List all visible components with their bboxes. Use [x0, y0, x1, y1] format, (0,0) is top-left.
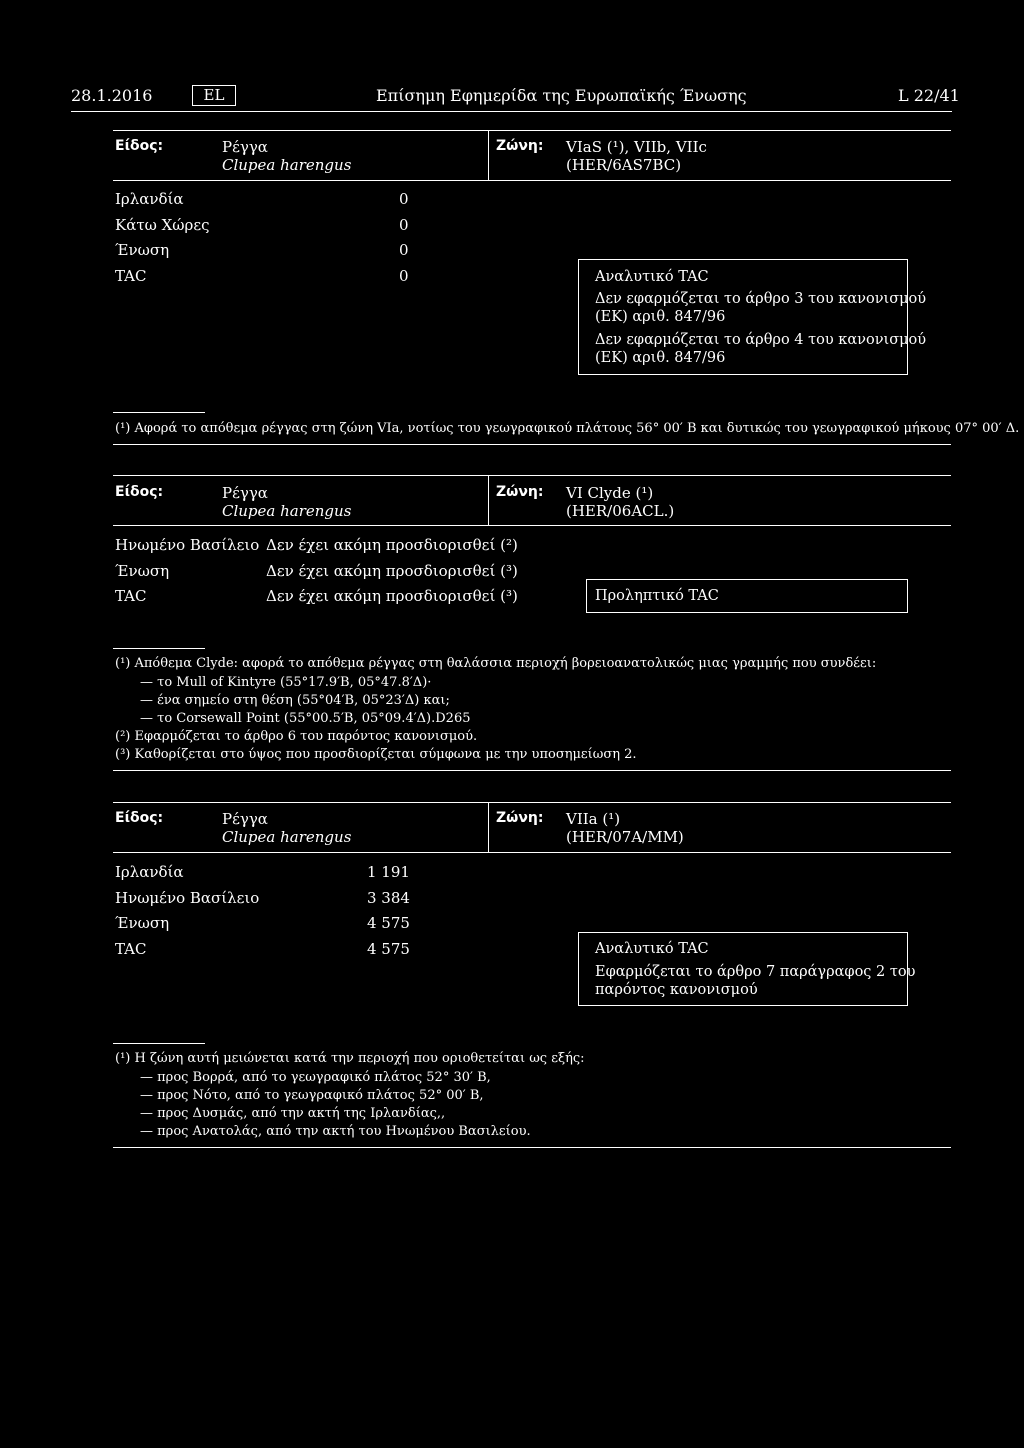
s3-species-latin: Clupea harengus [222, 828, 352, 846]
s2-bottom-rule [113, 770, 951, 771]
s3-row-label: Ιρλανδία [115, 863, 184, 881]
s2-row-label: TAC [115, 587, 147, 605]
s3-species-label: Είδος: [115, 810, 164, 826]
s3-row-value: 4 575 [367, 914, 410, 932]
s3-zone-label: Ζώνη: [496, 810, 544, 826]
s3-box-line: Αναλυτικό TAC [595, 941, 709, 957]
s1-divider [488, 130, 489, 180]
s2-row-value: Δεν έχει ακόμη προσδιορισθεί (³) [266, 587, 518, 605]
s2-divider [488, 475, 489, 525]
s2-box-text: Προληπτικό TAC [595, 588, 719, 604]
s1-zone-label: Ζώνη: [496, 138, 544, 154]
s2-row-value: Δεν έχει ακόμη προσδιορισθεί (³) [266, 562, 518, 580]
s2-species-latin: Clupea harengus [222, 502, 352, 520]
s2-species: Ρέγγα [222, 484, 268, 502]
s3-footnote-item: — προς Δυσμάς, από την ακτή της Ιρλανδίας,, [140, 1106, 446, 1121]
s2-zone-code: (HER/06ACL.) [566, 502, 675, 520]
s3-footnote-item: — προς Ανατολάς, από την ακτή του Ηνωμένου Βασιλείου. [140, 1124, 531, 1139]
s1-row-label: TAC [115, 267, 147, 285]
s1-row-value: 0 [399, 267, 409, 285]
s1-box-line: (ΕΚ) αριθ. 847/96 [595, 309, 726, 325]
s1-row-value: 0 [399, 241, 409, 259]
s2-row-label: Ένωση [115, 562, 170, 580]
header-rule [71, 111, 952, 112]
s1-box-line: Δεν εφαρμόζεται το άρθρο 3 του κανονισμού [595, 291, 927, 307]
s3-row-label: Ηνωμένο Βασίλειο [115, 889, 260, 907]
s1-footnote-rule [113, 412, 205, 413]
s2-zone-label: Ζώνη: [496, 484, 544, 500]
s1-species: Ρέγγα [222, 138, 268, 156]
s2-footnote: (¹) Απόθεμα Clyde: αφορά το απόθεμα ρέγγας στη θαλάσσια περιοχή βορειοανατολικώς μιας γραμμής που συνδέει: [115, 656, 877, 671]
s1-header-rule [113, 180, 951, 181]
s2-row-value: Δεν έχει ακόμη προσδιορισθεί (²) [266, 536, 518, 554]
s3-divider [488, 802, 489, 852]
s3-zone: VIIa (¹) [566, 810, 621, 828]
s1-box-line: (ΕΚ) αριθ. 847/96 [595, 350, 726, 366]
s3-top-rule [113, 802, 951, 803]
s1-top-rule [113, 130, 951, 131]
issue-date: 28.1.2016 [71, 86, 153, 105]
s2-zone: VI Clyde (¹) [566, 484, 654, 502]
s3-zone-code: (HER/07A/MM) [566, 828, 684, 846]
s2-footnote: (²) Εφαρμόζεται το άρθρο 6 του παρόντος κανονισμού. [115, 729, 478, 744]
s1-species-latin: Clupea harengus [222, 156, 352, 174]
s2-top-rule [113, 475, 951, 476]
s3-footnote: (¹) Η ζώνη αυτή μειώνεται κατά την περιοχή που οριοθετείται ως εξής: [115, 1051, 585, 1066]
s3-footnote-item: — προς Νότο, από το γεωγραφικό πλάτος 52° 00′ Β, [140, 1088, 484, 1103]
s3-header-rule [113, 852, 951, 853]
s3-footnote-item: — προς Βορρά, από το γεωγραφικό πλάτος 52° 30′ Β, [140, 1070, 491, 1085]
journal-title: Επίσημη Εφημερίδα της Ευρωπαϊκής Ένωσης [376, 86, 747, 105]
s3-species: Ρέγγα [222, 810, 268, 828]
s3-footnote-rule [113, 1043, 205, 1044]
s1-box-line: Δεν εφαρμόζεται το άρθρο 4 του κανονισμού [595, 332, 927, 348]
s3-row-label: TAC [115, 940, 147, 958]
s3-row-value: 1 191 [367, 863, 410, 881]
s3-box-line: Εφαρμόζεται το άρθρο 7 παράγραφος 2 του [595, 964, 916, 980]
s1-zone-code: (HER/6AS7BC) [566, 156, 682, 174]
s2-footnote-item: — το Mull of Kintyre (55°17.9′Β, 05°47.8′Δ)· [140, 675, 432, 690]
s1-row-label: Ένωση [115, 241, 170, 259]
s3-bottom-rule [113, 1147, 951, 1148]
s1-row-value: 0 [399, 216, 409, 234]
s3-row-label: Ένωση [115, 914, 170, 932]
s3-box-line: παρόντος κανονισμού [595, 982, 758, 998]
s2-footnote-item: — ένα σημείο στη θέση (55°04′Β, 05°23′Δ) και; [140, 693, 450, 708]
s2-footnote-item: — το Corsewall Point (55°00.5′Β, 05°09.4′Δ).D265 [140, 711, 471, 726]
s2-footnote: (³) Καθορίζεται στο ύψος που προσδιορίζεται σύμφωνα με την υποσημείωση 2. [115, 747, 637, 762]
s3-row-value: 4 575 [367, 940, 410, 958]
s1-zone: VIaS (¹), VIIb, VIIc [566, 138, 707, 156]
s2-footnote-rule [113, 648, 205, 649]
s3-row-value: 3 384 [367, 889, 410, 907]
s2-species-label: Είδος: [115, 484, 164, 500]
s1-row-label: Ιρλανδία [115, 190, 184, 208]
page-number: L 22/41 [898, 86, 960, 105]
s1-footnote: (¹) Αφορά το απόθεμα ρέγγας στη ζώνη VIa, νοτίως του γεωγραφικού πλάτους 56° 00′ Β και δυτικώς του γεωγραφικού μήκους 07° 00′ Δ. [115, 421, 1020, 436]
s1-box-line: Αναλυτικό TAC [595, 269, 709, 285]
s1-row-value: 0 [399, 190, 409, 208]
s2-row-label: Ηνωμένο Βασίλειο [115, 536, 260, 554]
s2-header-rule [113, 525, 951, 526]
s1-species-label: Είδος: [115, 138, 164, 154]
s1-row-label: Κάτω Χώρες [115, 216, 210, 234]
s1-bottom-rule [113, 444, 951, 445]
language-badge: EL [192, 85, 236, 106]
